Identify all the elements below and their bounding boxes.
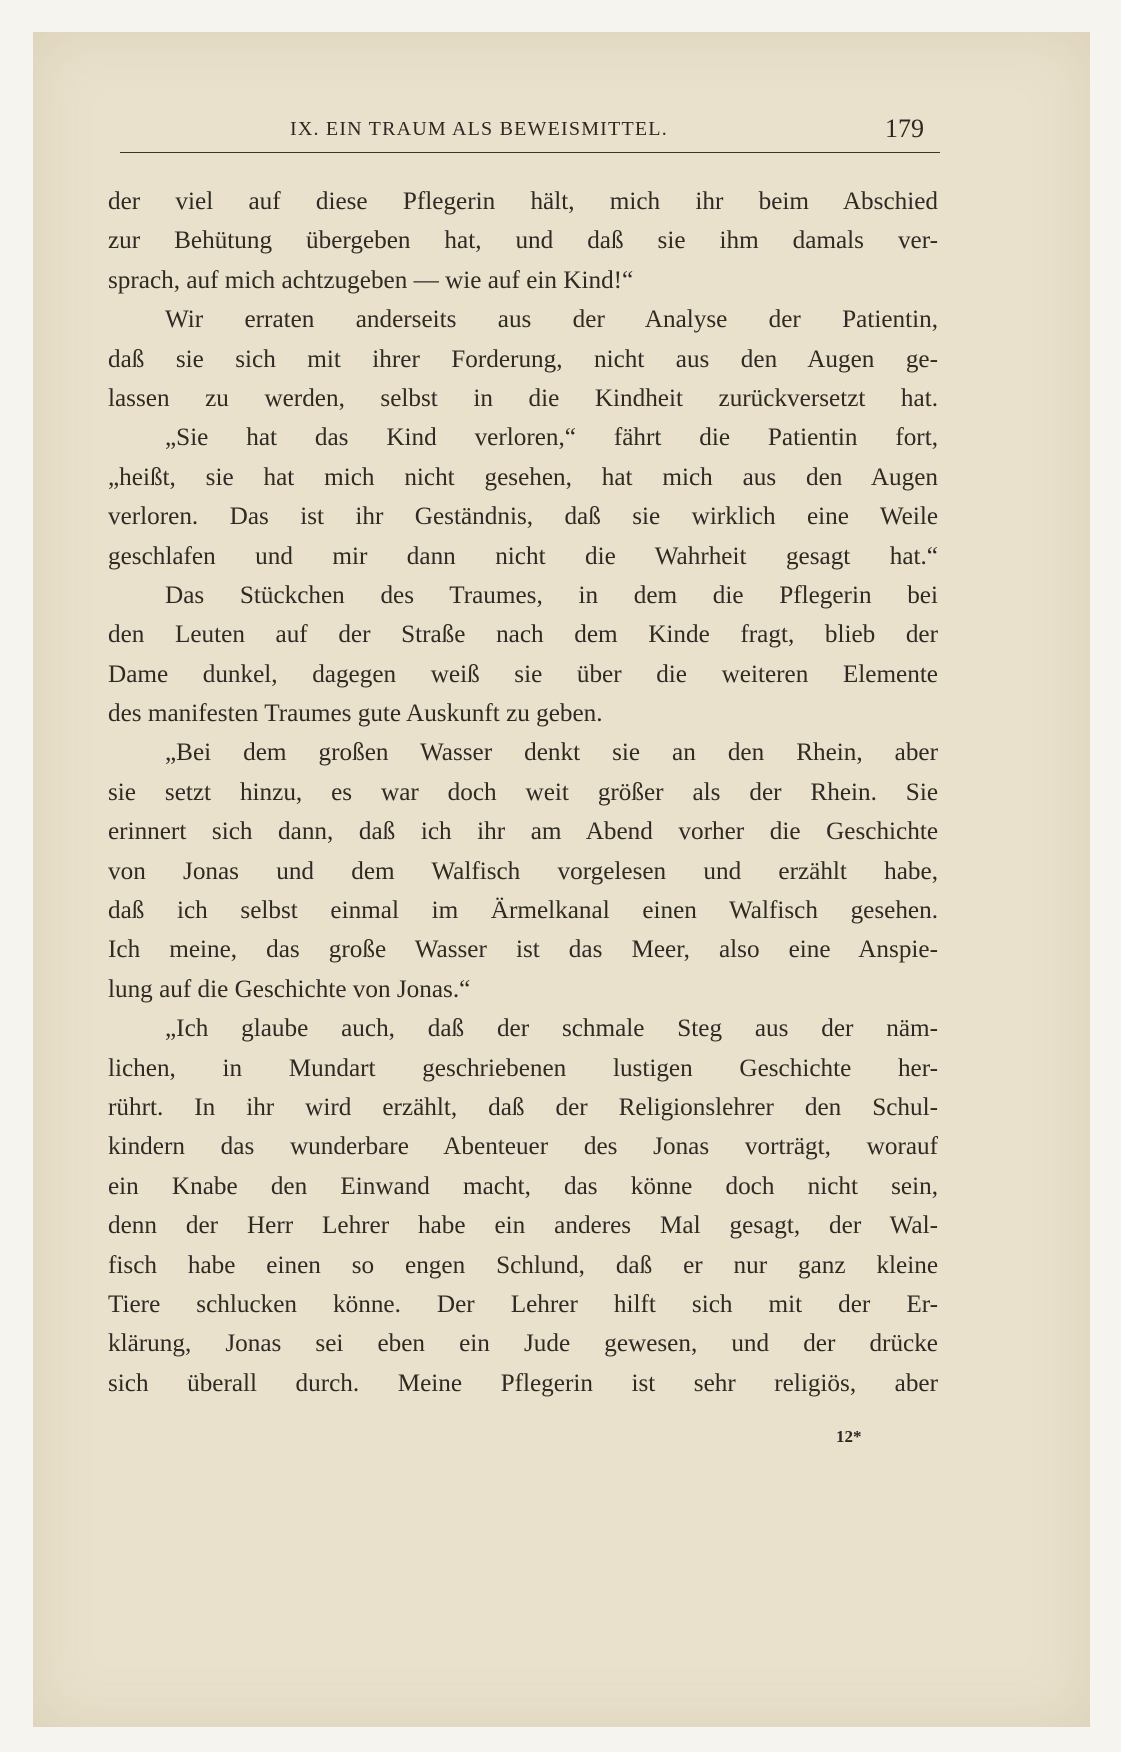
text-line: von Jonas und dem Walfisch vorgelesen und erzählt habe, bbox=[108, 857, 938, 885]
text-line: „Sie hat das Kind verloren,“ fährt die Patientin fort, bbox=[165, 424, 938, 452]
text-line: geschlafen und mir dann nicht die Wahrheit gesagt hat.“ bbox=[108, 542, 938, 570]
text-line: erinnert sich dann, daß ich ihr am Abend vorher die Geschichte bbox=[108, 818, 938, 846]
text-line: Das Stückchen des Traumes, in dem die Pflegerin bei bbox=[165, 581, 938, 609]
page-number: 179 bbox=[885, 114, 924, 143]
text-line: sprach, auf mich achtzugeben — wie auf ein Kind!“ bbox=[108, 266, 634, 294]
text-line: verloren. Das ist ihr Geständnis, daß sie wirklich eine Weile bbox=[108, 503, 938, 531]
text-line: zur Behütung übergeben hat, und daß sie ihm damals ver- bbox=[108, 227, 938, 255]
text-line: sich überall durch. Meine Pflegerin ist sehr religiös, aber bbox=[108, 1369, 938, 1397]
text-line: fisch habe einen so engen Schlund, daß er nur ganz kleine bbox=[108, 1251, 938, 1279]
text-line: klärung, Jonas sei eben ein Jude gewesen, und der drücke bbox=[108, 1330, 938, 1358]
text-line: „Ich glaube auch, daß der schmale Steg aus der näm- bbox=[165, 1015, 938, 1043]
text-line: daß ich selbst einmal im Ärmelkanal einen Walfisch gesehen. bbox=[108, 897, 938, 925]
signature-mark: 12* bbox=[836, 1427, 862, 1446]
text-line: Ich meine, das große Wasser ist das Meer, also eine Anspie- bbox=[108, 936, 938, 964]
text-line: den Leuten auf der Straße nach dem Kinde fragt, blieb der bbox=[108, 621, 938, 649]
text-line: lung auf die Geschichte von Jonas.“ bbox=[108, 975, 471, 1003]
text-line: Dame dunkel, dagegen weiß sie über die weiteren Elemente bbox=[108, 660, 938, 688]
text-line: Tiere schlucken könne. Der Lehrer hilft sich mit der Er- bbox=[108, 1290, 938, 1318]
body-text bbox=[108, 182, 938, 1403]
text-line: „heißt, sie hat mich nicht gesehen, hat mich aus den Augen bbox=[108, 463, 938, 491]
text-line: denn der Herr Lehrer habe ein anderes Mal gesagt, der Wal- bbox=[108, 1212, 938, 1240]
text-line: daß sie sich mit ihrer Forderung, nicht aus den Augen ge- bbox=[108, 345, 938, 373]
text-line: der viel auf diese Pflegerin hält, mich ihr beim Abschied bbox=[108, 188, 938, 215]
text-line: rührt. In ihr wird erzählt, daß der Religionslehrer den Schul- bbox=[108, 1093, 938, 1121]
text-line: kindern das wunderbare Abenteuer des Jonas vorträgt, worauf bbox=[108, 1133, 938, 1161]
text-line: lichen, in Mundart geschriebenen lustigen Geschichte her- bbox=[108, 1054, 938, 1082]
text-line: ein Knabe den Einwand macht, das könne doch nicht sein, bbox=[108, 1172, 938, 1200]
text-line: des manifesten Traumes gute Auskunft zu geben. bbox=[108, 700, 603, 728]
page-header bbox=[120, 108, 940, 153]
text-line: Wir erraten anderseits aus der Analyse der Patientin, bbox=[165, 306, 938, 334]
text-line: sie setzt hinzu, es war doch weit größer als der Rhein. Sie bbox=[108, 778, 938, 806]
text-line: „Bei dem großen Wasser denkt sie an den Rhein, aber bbox=[165, 739, 938, 767]
text-line: lassen zu werden, selbst in die Kindheit zurückversetzt hat. bbox=[108, 384, 938, 412]
running-head: IX. EIN TRAUM ALS BEWEISMITTEL. bbox=[290, 118, 668, 140]
